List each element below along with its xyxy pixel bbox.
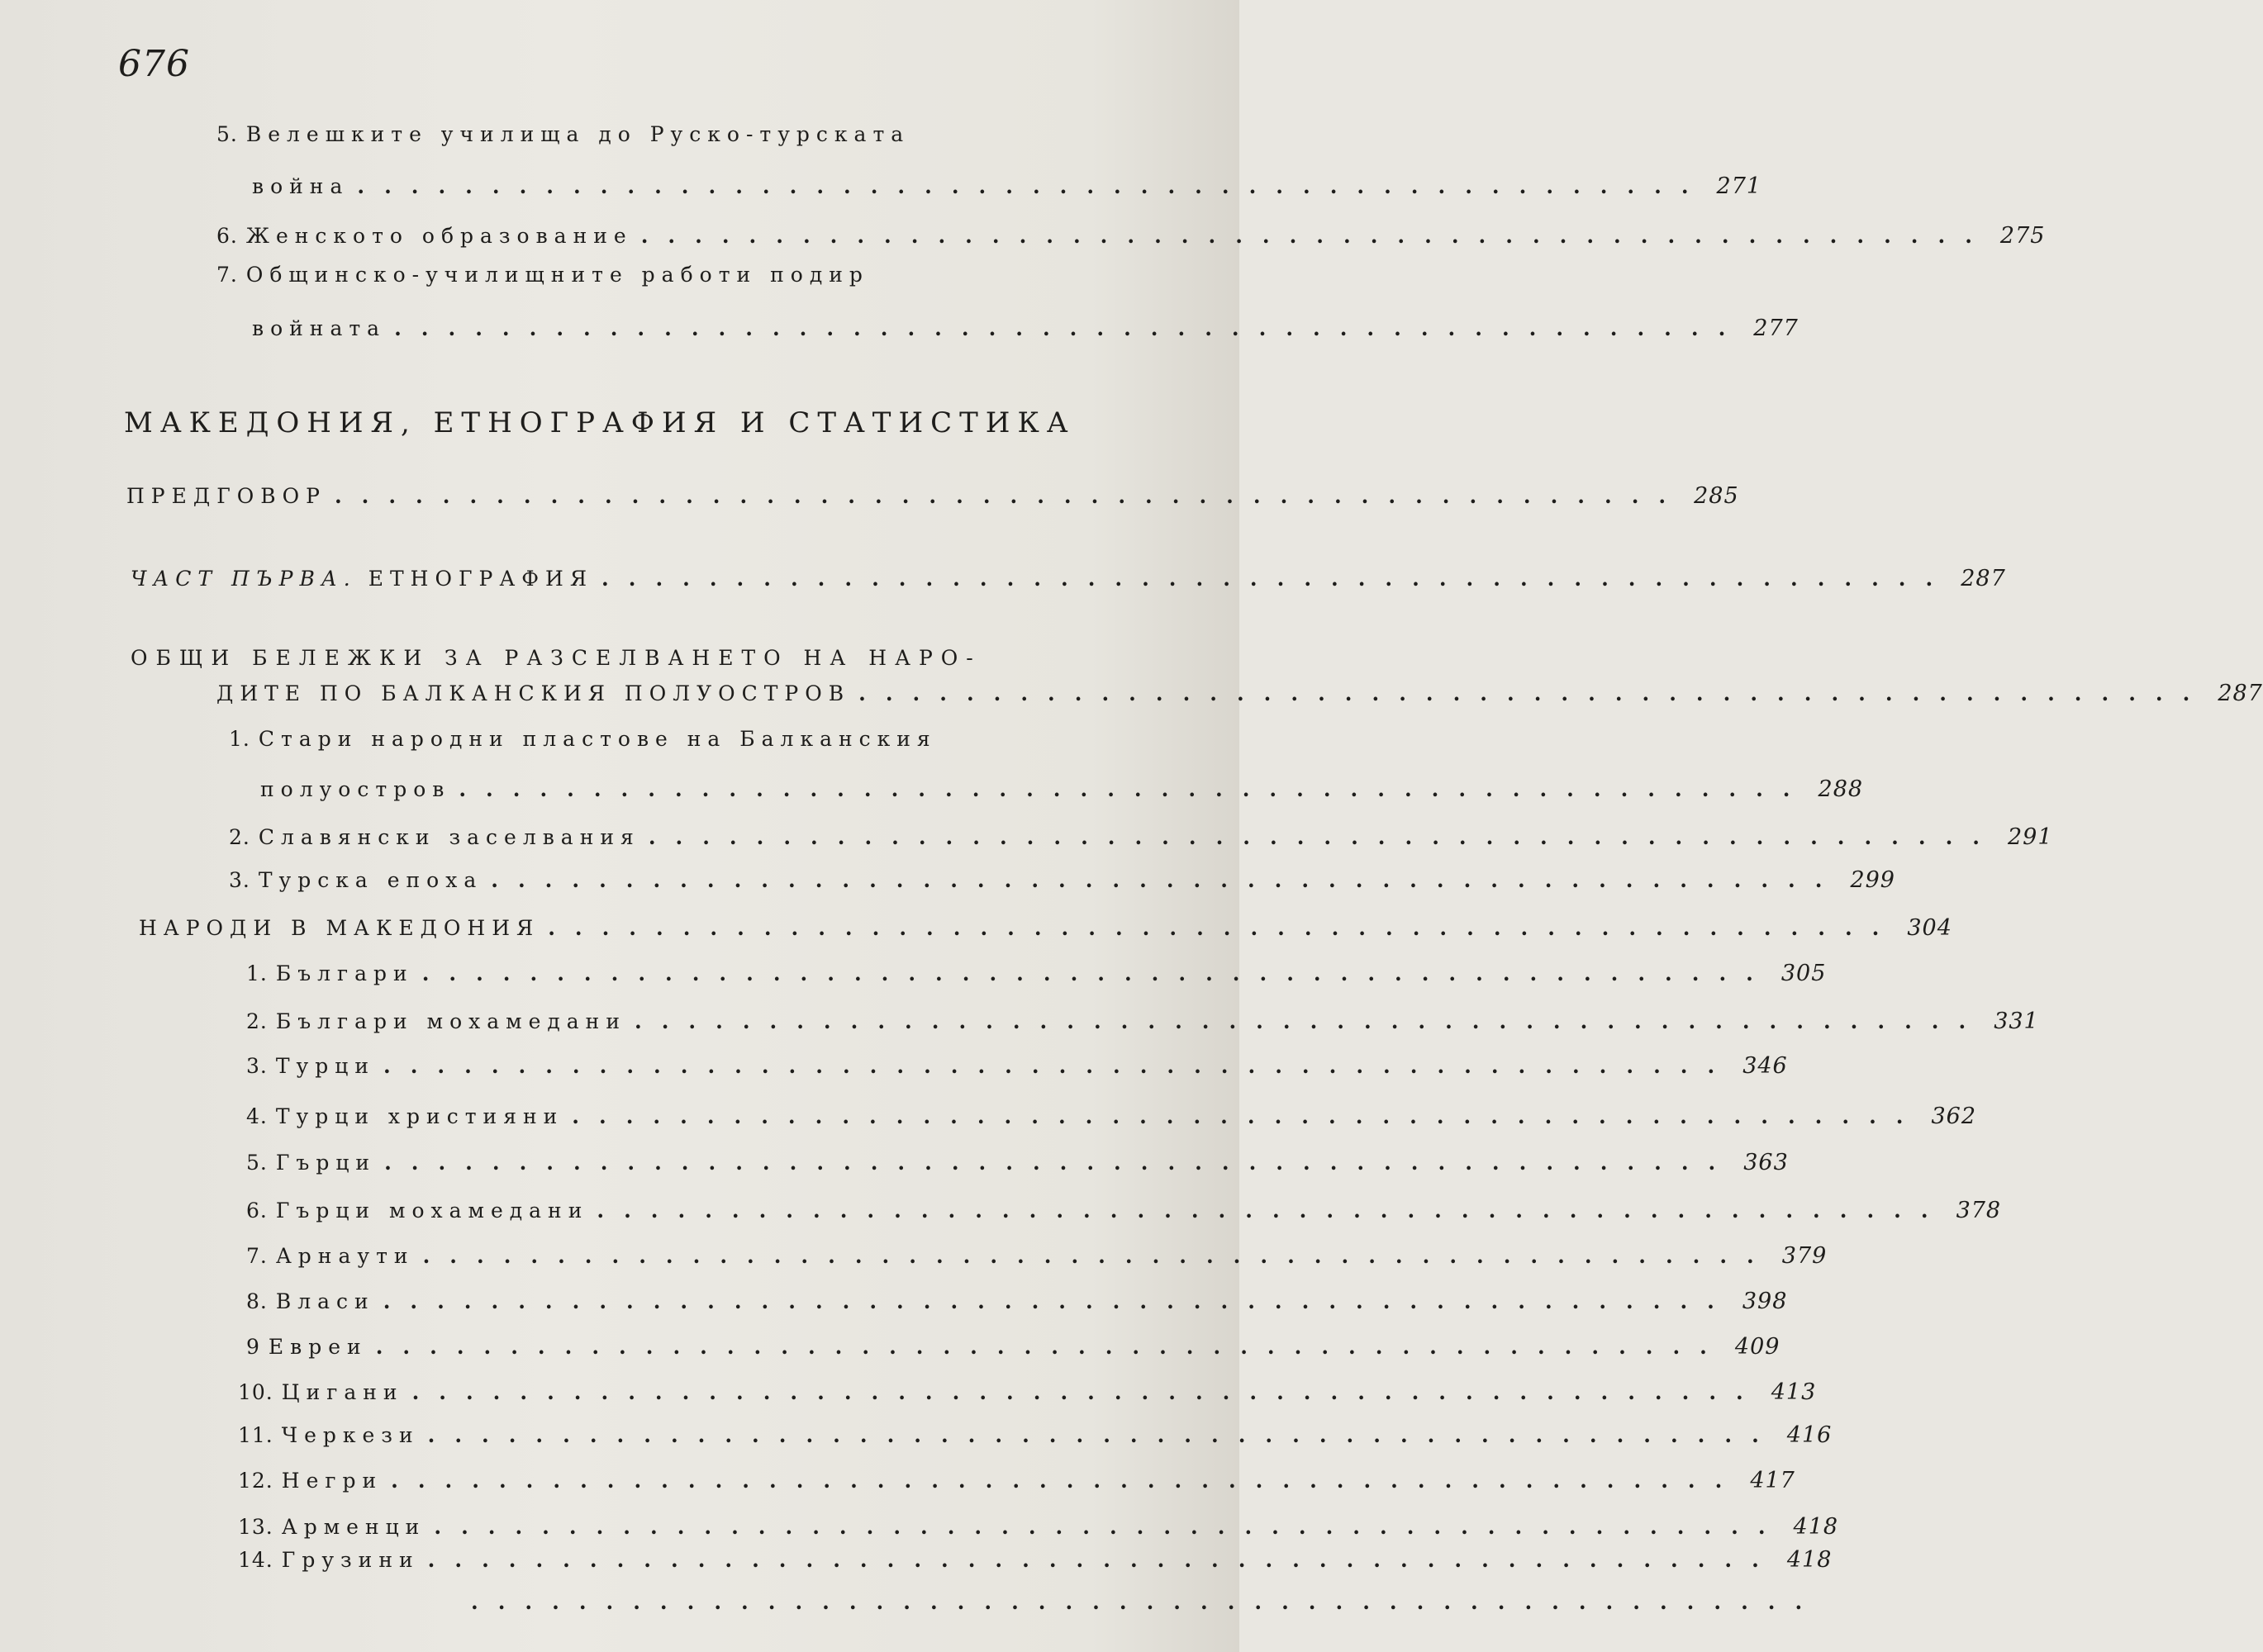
entry-page: 285 <box>1694 483 1739 509</box>
entry-text: Гърци <box>275 1151 377 1175</box>
entry-page: 378 <box>1956 1198 2002 1223</box>
entry-text: войната <box>252 316 387 340</box>
toc-people-item <box>246 961 1827 986</box>
entry-page: 363 <box>1743 1150 1789 1175</box>
entry-number: 3. <box>246 1054 268 1078</box>
entry-text: Цигани <box>281 1380 404 1404</box>
leader-dots: .................................................. <box>601 567 1953 591</box>
entry-text: ПРЕДГОВОР <box>126 484 326 508</box>
entry-page: 304 <box>1907 915 1952 941</box>
entry-page: 275 <box>1999 223 2046 249</box>
entry-text: Женското образование <box>245 224 633 248</box>
leader-dots: .................................................. <box>548 916 1899 940</box>
toc-general-notes-line2 <box>216 681 2263 706</box>
entry-text: Негри <box>281 1469 383 1493</box>
entry-page: 299 <box>1850 867 1895 893</box>
entry-number: 8. <box>246 1289 268 1313</box>
toc-people-item <box>246 1009 2039 1034</box>
entry-number: 12. <box>238 1469 273 1493</box>
entry-text: Турци християни <box>275 1104 564 1128</box>
toc-people-item <box>246 1289 1788 1314</box>
leader-dots: .................................................. <box>640 224 1992 248</box>
toc-people-item <box>246 1053 1788 1079</box>
entry-page: 305 <box>1780 961 1827 986</box>
leader-dots: .................................................. <box>635 1009 1986 1033</box>
leader-dots: .................................................. <box>357 174 1709 198</box>
entry-text: Българи мохамедани <box>275 1009 626 1033</box>
leader-dots: .................................................. <box>434 1515 1785 1539</box>
entry-page: 417 <box>1750 1468 1795 1493</box>
entry-page: 416 <box>1786 1422 1833 1448</box>
toc-gn-item-2 <box>229 824 2053 850</box>
entry-text: Велешките училища до Руско-турската <box>245 122 910 146</box>
leader-dots: .................................................. <box>411 1380 1763 1404</box>
toc-people-item <box>246 1104 1977 1129</box>
entry-text: Гърци мохамедани <box>275 1199 589 1222</box>
entry-number: 4. <box>246 1104 268 1128</box>
entry-text: Турци <box>275 1054 375 1078</box>
leader-dots: .................................................. <box>391 1469 1742 1493</box>
entry-text: Арнаути <box>275 1244 415 1268</box>
toc-people-item <box>238 1422 1833 1448</box>
entry-page: 331 <box>1994 1009 2039 1034</box>
toc-trailing-dots <box>463 1590 1823 1614</box>
leader-dots: .................................................. <box>421 961 1773 985</box>
entry-text: война <box>252 174 349 198</box>
toc-peoples-heading <box>139 915 1952 941</box>
entry-text: полуостров <box>260 777 451 801</box>
entry-number: 7. <box>216 263 238 287</box>
entry-text: Стари народни пластове на Балканския <box>258 727 937 751</box>
entry-page: 346 <box>1742 1053 1788 1079</box>
entry-text: ДИТЕ ПО БАЛКАНСКИЯ ПОЛУОСТРОВ <box>216 681 851 705</box>
entry-page: 409 <box>1734 1334 1780 1360</box>
entry-text: Грузини <box>281 1548 420 1572</box>
entry-text: Общинско-училищните работи подир <box>245 263 869 287</box>
entry-number: 1. <box>229 727 250 751</box>
toc-people-item <box>246 1243 1828 1269</box>
leader-dots: .................................................. <box>383 1289 1734 1313</box>
entry-text: Арменци <box>281 1515 426 1539</box>
entry-page: 379 <box>1781 1243 1828 1269</box>
toc-entry-6 <box>216 223 2046 249</box>
leader-dots: .................................................. <box>427 1548 1779 1572</box>
entry-text: Черкези <box>281 1423 420 1447</box>
leader-dots: .................................................. <box>394 316 1746 340</box>
entry-number: 11. <box>238 1423 273 1447</box>
leader-dots: .................................................. <box>427 1423 1779 1447</box>
leader-dots: .................................................. <box>383 1054 1735 1078</box>
leader-dots: .................................................. <box>858 681 2210 705</box>
toc-general-notes-line1: ОБЩИ БЕЛЕЖКИ ЗА РАЗСЕЛВАНЕТО НА НАРО- <box>131 646 982 670</box>
toc-gn-item-3 <box>229 867 1895 893</box>
toc-people-item <box>246 1334 1780 1360</box>
entry-page: 271 <box>1716 173 1762 199</box>
leader-dots: .................................................. <box>597 1199 1948 1222</box>
toc-entry-5-line2 <box>252 173 1762 199</box>
entry-number: 7. <box>246 1244 268 1268</box>
toc-people-item <box>238 1514 1839 1540</box>
entry-number: 14. <box>238 1548 273 1572</box>
section-title: МАКЕДОНИЯ, ЕТНОГРАФИЯ И СТАТИСТИКА <box>124 406 1076 439</box>
entry-number: 9 <box>246 1335 260 1359</box>
entry-text: ЕТНОГРАФИЯ <box>368 567 594 591</box>
toc-entry-7-line1 <box>216 263 869 287</box>
entry-page: 288 <box>1818 776 1864 802</box>
entry-number: 10. <box>238 1380 273 1404</box>
entry-number: 6. <box>216 224 238 248</box>
entry-page: 413 <box>1771 1379 1817 1405</box>
entry-text: Славянски заселвания <box>258 825 640 849</box>
entry-text: Турска епоха <box>258 868 483 892</box>
toc-people-item <box>238 1468 1795 1493</box>
entry-text: НАРОДИ В МАКЕДОНИЯ <box>139 916 540 940</box>
toc-gn-item-1-line2 <box>260 776 1864 802</box>
toc-preface <box>126 483 1739 509</box>
leader-dots: .................................................. <box>375 1335 1727 1359</box>
leader-dots: .................................................. <box>384 1151 1736 1175</box>
entry-page: 287 <box>2218 681 2263 706</box>
entry-text: Българи <box>275 961 414 985</box>
leader-dots: .................................................. <box>459 777 1810 801</box>
page-number: 676 <box>118 43 190 85</box>
toc-entry-5-line1 <box>216 122 910 146</box>
part-label: ЧАСТ ПЪРВА. <box>131 567 357 591</box>
toc-part-one <box>131 566 2006 591</box>
entry-number: 2. <box>229 825 250 849</box>
entry-number: 5. <box>216 122 238 146</box>
entry-number: 2. <box>246 1009 268 1033</box>
entry-page: 418 <box>1793 1514 1839 1540</box>
leader-dots: .................................................. <box>471 1590 1823 1614</box>
entry-page: 398 <box>1742 1289 1788 1314</box>
entry-page: 287 <box>1961 566 2006 591</box>
entry-number: 3. <box>229 868 250 892</box>
entry-number: 13. <box>238 1515 273 1539</box>
entry-number: 6. <box>246 1199 268 1222</box>
toc-entry-7-line2 <box>252 316 1799 341</box>
leader-dots: .................................................. <box>491 868 1842 892</box>
entry-text: Власи <box>275 1289 375 1313</box>
entry-number: 1. <box>246 961 268 985</box>
toc-gn-item-1-line1 <box>229 727 937 751</box>
leader-dots: .................................................. <box>572 1104 1923 1128</box>
toc-people-item <box>238 1379 1817 1405</box>
toc-people-item <box>246 1150 1789 1175</box>
toc-people-item <box>246 1198 2002 1223</box>
entry-number: 5. <box>246 1151 268 1175</box>
toc-people-item <box>238 1547 1833 1573</box>
leader-dots: .................................................. <box>648 825 1999 849</box>
entry-page: 277 <box>1753 316 1799 341</box>
entry-page: 418 <box>1786 1547 1833 1573</box>
entry-page: 291 <box>2008 824 2053 850</box>
leader-dots: .................................................. <box>422 1244 1774 1268</box>
leader-dots: .................................................. <box>334 484 1686 508</box>
entry-text: Евреи <box>268 1335 368 1359</box>
entry-page: 362 <box>1931 1104 1977 1129</box>
